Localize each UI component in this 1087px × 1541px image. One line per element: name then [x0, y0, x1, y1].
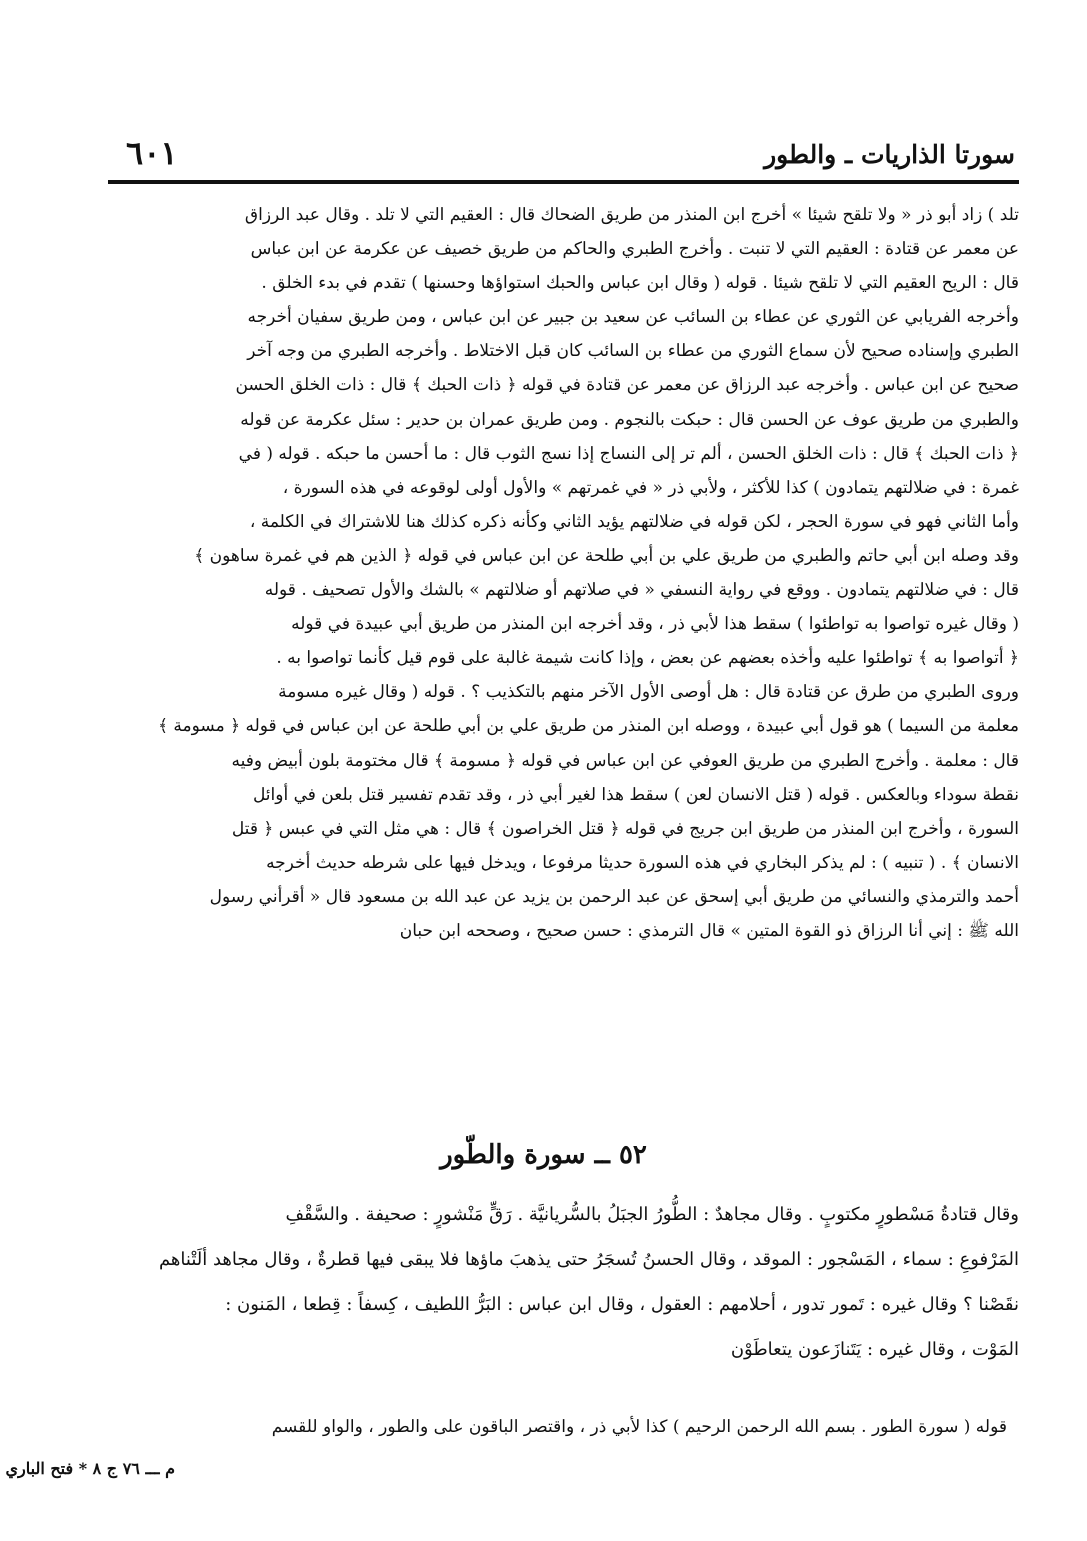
text-line: وروى الطبري من طرق عن قتادة قال : هل أوصى الأول الآخر منهم بالتكذيب ؟ . قوله ( وقال غيره مسومة: [278, 682, 1019, 703]
commentary-body: [102, 198, 1019, 948]
surah-heading: ٥٢ ــ سورة والطّور: [440, 1140, 647, 1170]
text-line: وقال قتادةُ مَسْطورٍ مكتوبٍ . وقال مجاهدٌ : الطُّورُ الجبَلُ بالسُّريانيَّة . رَقٍّ مَنْشورٍ : صحيفة . والسَّقْفِ: [285, 1204, 1019, 1225]
header-title: سورتا الذاريات ـ والطور: [764, 140, 1015, 169]
text-line: قوله ( سورة الطور . بسم الله الرحمن الرحيم ) كذا لأبي ذر ، واقتصر الباقون على والطور ، والواو للقسم: [271, 1417, 1007, 1437]
footer-signature: م ـــ ٧٦ ج ٨ * فتح الباري: [5, 1459, 175, 1478]
page-number: ٦٠١: [126, 134, 178, 172]
header-rule: [108, 180, 1019, 184]
text-line: نقطة سوداء وبالعكس . قوله ( قتل الانسان لعن ) سقط هذا لغير أبي ذر ، وقد تقدم تفسير قتل بلعن في أوائل: [252, 784, 1019, 805]
text-line: قال : في ضلالتهم يتمادون . ووقع في رواية النسفي « في صلاتهم أو ضلالتهم » بالشك والأول تصحيف . قوله: [264, 580, 1019, 601]
text-line: الله ﷺ : إني أنا الرزاق ذو القوة المتين » قال الترمذي : حسن صحيح ، وصححه ابن حبان: [399, 920, 1019, 941]
text-line: قال : معلمة . وأخرج الطبري من طريق العوفي عن ابن عباس في قوله ﴿ مسومة ﴾ قال مختومة بلون أبيض وفيه: [231, 750, 1019, 771]
text-line: الانسان ﴾ . ( تنبيه ) : لم يذكر البخاري في هذه السورة حديثا مرفوعا ، ويدخل فيها على شرطه حديث أخرجه: [266, 852, 1019, 873]
text-line: ( وقال غيره تواصوا به تواطئوا ) سقط هذا لأبي ذر ، وقد أخرجه ابن المنذر من طريق أبي عبيدة في قوله: [291, 614, 1019, 635]
text-line: غمرة : في ضلالتهم يتمادون ) كذا للأكثر ، ولأبي ذر « في غمرتهم » والأول أولى لوقوعه في هذه السورة ،: [282, 477, 1019, 498]
text-line: المَرْفوعِ : سماء ، المَسْجور : الموقد ، وقال الحسنُ تُسجَرُ حتى يذهبَ ماؤها فلا يبقى فيها قطرةٌ ، وقال مجاهد ألَتْناهم: [158, 1249, 1019, 1270]
text-line: عن معمر عن قتادة : العقيم التي لا تنبت . وأخرج الطبري والحاكم من طريق خصيف عن عكرمة عن ابن عباس: [250, 239, 1019, 260]
text-line: صحيح عن ابن عباس . وأخرجه عبد الرزاق عن معمر عن قتادة في قوله ﴿ ذات الحبك ﴾ قال : ذات الخلق الحسن: [235, 375, 1019, 396]
running-header: [112, 134, 1015, 178]
text-line: ﴿ ذات الحبك ﴾ قال : ذات الخلق الحسن ، ألم تر إلى النساج إذا نسج الثوب قال : ما أحسن ما حبكه . قوله ( في: [238, 443, 1019, 464]
text-line: أحمد والترمذي والنسائي من طريق أبي إسحق عن عبد الرحمن بن يزيد عن عبد الله بن مسعود قال « أقرأني رسول: [209, 886, 1019, 907]
text-line: معلمة من السيما ) هو قول أبي عبيدة ، ووصله ابن المنذر من طريق علي بن أبي طلحة عن ابن عباس في قوله ﴿ مسومة ﴾: [158, 716, 1019, 737]
text-line: ﴿ أتواصوا به ﴾ تواطئوا عليه وأخذه بعضهم عن بعض ، وإذا كانت شيمة غالبة على قوم قيل كأنما تواصوا به .: [276, 648, 1019, 669]
text-line: والطبري من طريق عوف عن الحسن قال : حبكت بالنجوم . ومن طريق عمران بن حدير : سئل عكرمة عن قوله: [240, 409, 1019, 430]
commentary-continuation: [102, 1410, 1007, 1444]
text-line: قال : الريح العقيم التي لا تلقح شيئا . قوله ( وقال ابن عباس والحبك استواؤها وحسنها ) تقدم في بدء الخلق .: [261, 273, 1019, 294]
text-line: المَوْت ، وقال غيره : يَتَنازَعون يتعاطَوْن: [730, 1339, 1019, 1360]
surah-intro-text: [102, 1192, 1019, 1372]
text-line: وأخرجه الفريابي عن الثوري عن عطاء بن السائب عن سعيد بن جبير عن ابن عباس ، ومن طريق سفيان أخرجه: [247, 307, 1019, 328]
text-line: وقد وصله ابن أبي حاتم والطبري من طريق علي بن أبي طلحة عن ابن عباس في قوله ﴿ الذين هم في غمرة ساهون ﴾: [194, 545, 1019, 566]
text-line: نقَصْنا ؟ وقال غيره : تَمور تدور ، أحلامهم : العقول ، وقال ابن عباس : البَرُّ اللطيف ، كِسفاً : قِطعا ، المَنون :: [225, 1294, 1019, 1315]
text-line: تلد ) زاد أبو ذر « ولا تلقح شيئا » أخرج ابن المنذر من طريق الضحاك قال : العقيم التي لا تلد . وقال عبد الرزاق: [244, 205, 1019, 225]
text-line: وأما الثاني فهو في سورة الحجر ، لكن قوله في ضلالتهم يؤيد الثاني وكأنه ذكره كذلك هنا للاشتراك في الكلمة ،: [249, 511, 1019, 532]
text-line: الطبري وإسناده صحيح لأن سماع الثوري من عطاء بن السائب كان قبل الاختلاط . وأخرجه الطبري من وجه آخر: [247, 341, 1019, 362]
text-line: السورة ، وأخرج ابن المنذر من طريق ابن جريج في قوله ﴿ قتل الخراصون ﴾ قال : هي مثل التي في عبس ﴿ قتل: [231, 818, 1019, 839]
